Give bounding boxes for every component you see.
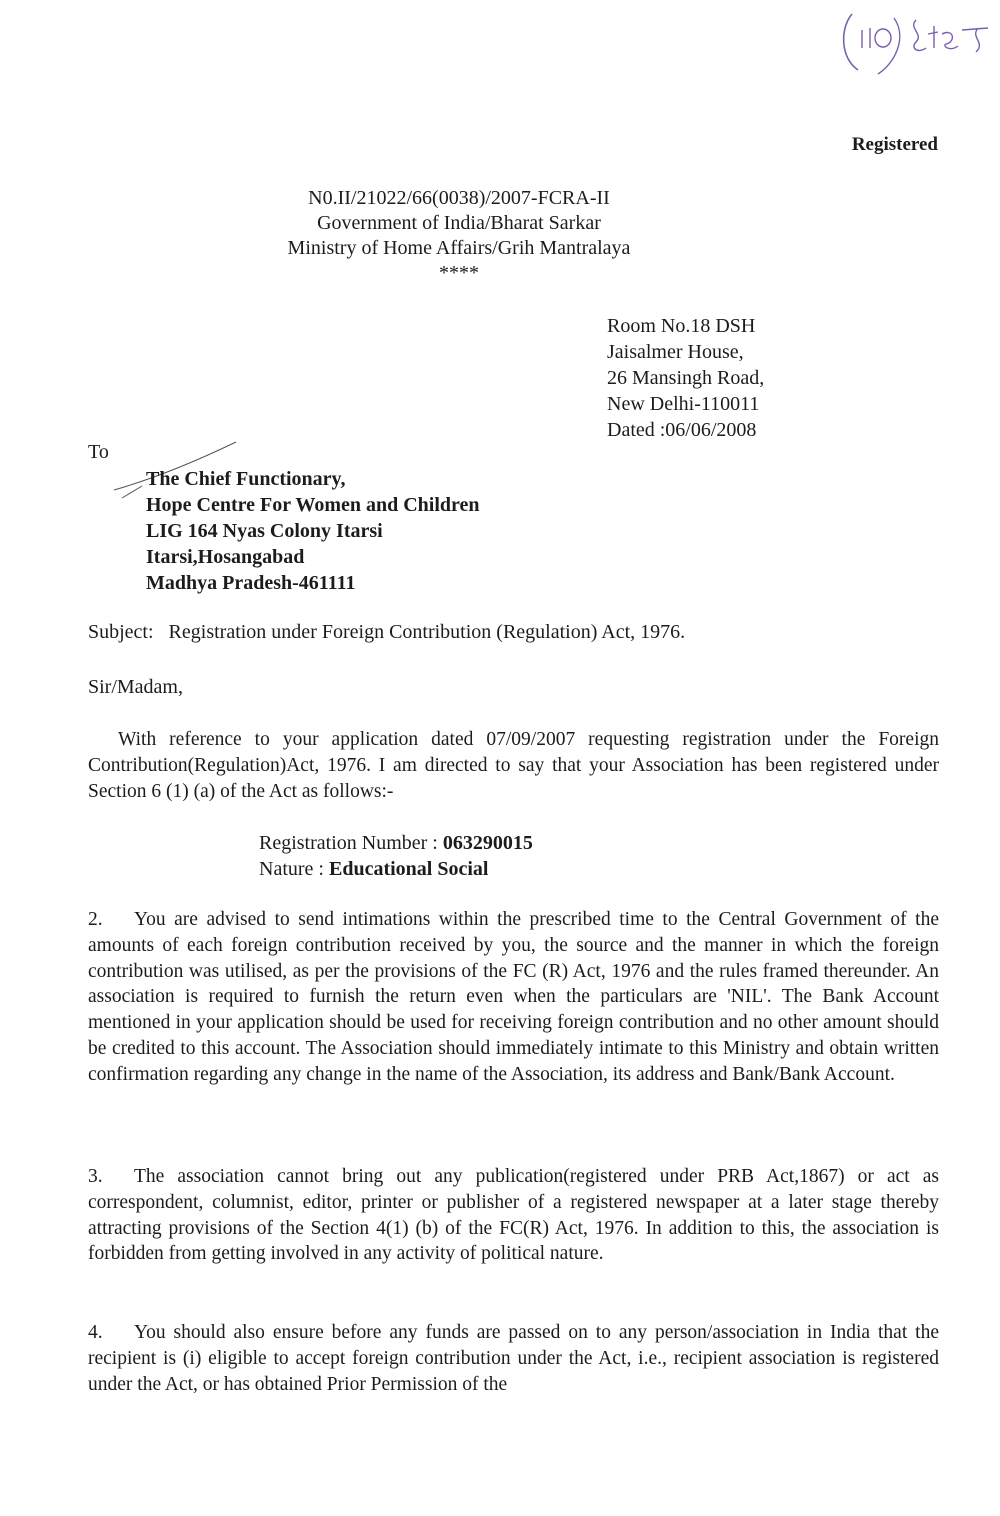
paragraph-1: With reference to your application dated 07/09/2007 requesting registration under the Foreign Contribution(Regulation)Act, 1976. I am directed to say that your Association has been registered under Section 6 (1) (a) of the Act as follows:- [88, 729, 939, 802]
file-number: N0.II/21022/66(0038)/2007-FCRA-II [308, 187, 610, 209]
registration-number-label: Registration Number : [259, 832, 438, 854]
registered-label: Registered [851, 134, 938, 155]
subject-line [88, 621, 685, 644]
address-line: Jaisalmer House, [607, 341, 744, 363]
registration-number-value: 063290015 [442, 832, 533, 854]
recipient-address [146, 466, 480, 596]
paragraph-text: The association cannot bring out any publication(registered under PRB Act,1867) or act as correspondent, columnist, editor, printer or publisher of a registered newspaper at a later stage thereby attracting provisions of the Section 4(1) (b) of the FC(R) Act, 1976. In addition to this, the association is forbidden from getting involved in any activity of political nature. [88, 1166, 939, 1265]
paragraph-text: You are advised to send intimations within the prescribed time to the Central Government of the amounts of each foreign contribution received by you, the source and the manner in which the foreign contribution was utilised, as per the provisions of the FC (R) Act, 1976 and the rules framed thereunder. An association is required to furnish the return even when the particulars are 'NIL'. The Bank Account mentioned in your application should be used for receiving foreign contribution and no other amount should be credited to this account. The Association should immediately intimate to this Ministry and obtain written confirmation regarding any change in the name of the Association, its address and Bank/Bank Account. [88, 909, 939, 1085]
paragraph-4 [88, 1320, 939, 1397]
paragraph-text: You should also ensure before any funds are passed on to any person/association in India that the recipient is (i) eligible to accept foreign contribution under the Act, i.e., recipient association is registered under the Act, or has obtained Prior Permission of the [88, 1322, 939, 1395]
letter-header [0, 186, 918, 286]
registration-details [259, 830, 533, 882]
recipient-title: The Chief Functionary, [146, 468, 346, 490]
government-line: Government of India/Bharat Sarkar [317, 212, 601, 234]
address-line: 26 Mansingh Road, [607, 367, 765, 389]
subject-text: Registration under Foreign Contribution (Regulation) Act, 1976. [168, 621, 686, 643]
salutation: Sir/Madam, [88, 676, 183, 698]
recipient-state: Madhya Pradesh-461111 [146, 572, 356, 594]
recipient-city: Itarsi,Hosangabad [146, 546, 305, 568]
paragraph-3 [88, 1164, 939, 1267]
letter-date: Dated :06/06/2008 [607, 419, 757, 441]
recipient-street: LIG 164 Nyas Colony Itarsi [146, 520, 383, 542]
paragraph-number: 2. [88, 909, 103, 930]
paragraph-2 [88, 907, 939, 1088]
ministry-line: Ministry of Home Affairs/Grih Mantralaya [287, 237, 631, 259]
address-line: New Delhi-110011 [607, 393, 760, 415]
header-separator: **** [439, 262, 479, 284]
nature-value: Educational Social [328, 858, 489, 880]
sender-address [607, 313, 764, 443]
address-line: Room No.18 DSH [607, 315, 756, 337]
to-label: To [88, 441, 109, 463]
subject-label: Subject: [88, 621, 154, 643]
paragraph-number: 4. [88, 1322, 103, 1343]
nature-label: Nature : [259, 858, 324, 880]
nature-line [259, 856, 533, 882]
recipient-organization: Hope Centre For Women and Children [146, 494, 480, 516]
paragraph-number: 3. [88, 1166, 103, 1187]
registration-number-line [259, 830, 533, 856]
handwritten-annotation-stamp [838, 8, 993, 78]
